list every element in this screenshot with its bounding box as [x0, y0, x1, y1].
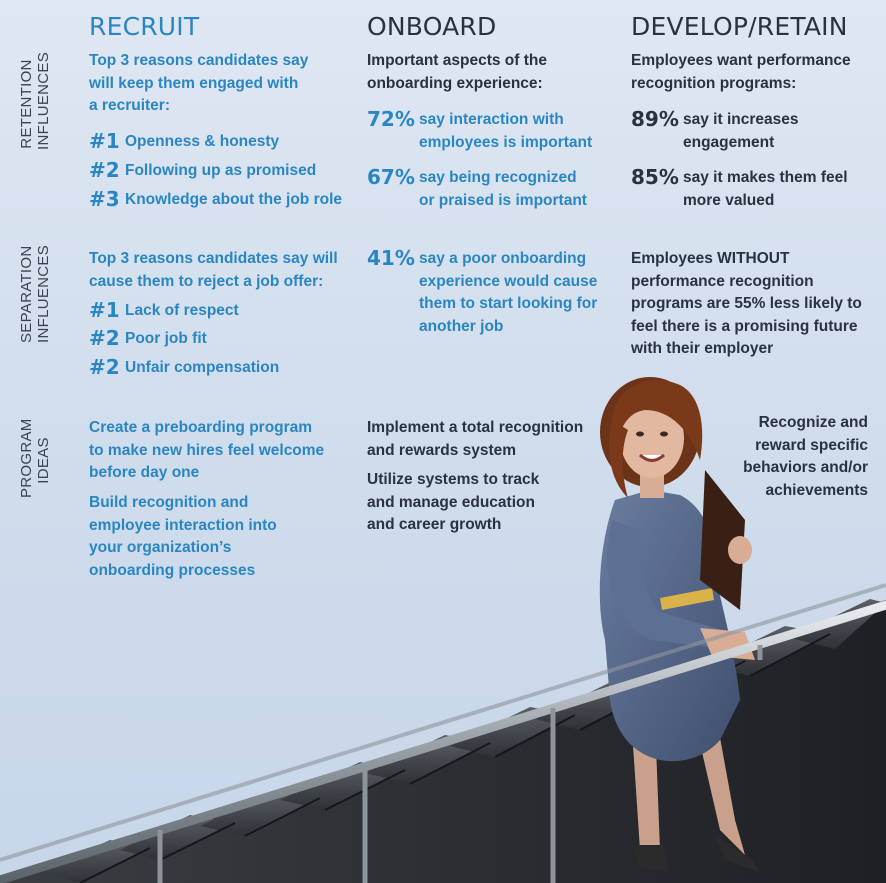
row-label-line: PROGRAM — [18, 418, 35, 498]
text-line: another job — [419, 317, 504, 335]
text-line: Create a preboarding program — [89, 419, 313, 436]
text-line: Top 3 reasons candidates say — [89, 52, 309, 69]
text-line: say a poor onboarding — [419, 250, 587, 267]
row-label-line: INFLUENCES — [35, 244, 52, 343]
heading-onboard: ONBOARD — [367, 12, 497, 41]
recruit-separation-reason-1: Lack of respect — [125, 302, 239, 319]
onboard-separation-value: 41% — [367, 246, 415, 270]
onboard-stat-value-2: 67% — [367, 165, 415, 189]
recruit-separation-rank-3: #2 — [89, 355, 120, 379]
develop-stat-text-2 — [683, 167, 848, 212]
text-line: Employees want performance — [631, 52, 851, 69]
row-label-line: INFLUENCES — [35, 51, 52, 150]
heading-recruit: RECRUIT — [89, 12, 200, 41]
recruit-separation-rank-1: #1 — [89, 298, 120, 322]
text-line: behaviors and/or — [743, 459, 868, 476]
onboard-retention-intro — [367, 50, 547, 95]
row-label-program — [18, 418, 52, 498]
row-label-line: IDEAS — [35, 437, 52, 484]
recruit-separation-rank-2: #2 — [89, 326, 120, 350]
row-label-separation — [18, 244, 52, 343]
text-line: say it makes them feel — [683, 169, 848, 186]
text-line: performance recognition — [631, 272, 814, 290]
row-label-line: SEPARATION — [18, 245, 35, 343]
onboard-stat-text-2 — [419, 167, 587, 212]
text-line: before day one — [89, 464, 200, 481]
recruit-retention-reason-2: Following up as promised — [125, 162, 317, 179]
text-line: Top 3 reasons candidates say will — [89, 250, 338, 267]
recruit-program-idea-2 — [89, 492, 277, 582]
text-line: more valued — [683, 191, 775, 209]
row-label-retention — [18, 51, 52, 150]
recruit-separation-intro — [89, 248, 338, 293]
text-line: onboarding processes — [89, 561, 256, 579]
text-line: employee interaction into — [89, 516, 277, 534]
develop-stat-text-1 — [683, 109, 798, 154]
recruit-retention-reason-1: Openness & honesty — [125, 133, 280, 150]
text-line: and career growth — [367, 516, 502, 533]
text-line: reward specific — [755, 436, 868, 454]
text-line: and rewards system — [367, 441, 517, 459]
text-line: with their employer — [631, 340, 774, 357]
text-line: your organization’s — [89, 539, 232, 556]
recruit-separation-reason-2: Poor job fit — [125, 330, 207, 347]
text-line: or praised is important — [419, 191, 587, 209]
recruit-retention-rank-2: #2 — [89, 158, 120, 182]
develop-program-idea-1 — [700, 412, 868, 502]
text-line: will keep them engaged with — [89, 74, 299, 92]
onboard-program-idea-2 — [367, 469, 539, 537]
text-line: Implement a total recognition — [367, 419, 584, 436]
text-line: Important aspects of the — [367, 52, 547, 69]
heading-develop-retain: DEVELOP/RETAIN — [631, 12, 848, 41]
text-line: Employees WITHOUT — [631, 250, 790, 267]
recruit-retention-reason-3: Knowledge about the job role — [125, 191, 342, 208]
onboard-stat-value-1: 72% — [367, 107, 415, 131]
recruit-program-idea-1 — [89, 417, 324, 485]
develop-retention-intro — [631, 50, 851, 95]
text-line: engagement — [683, 133, 775, 151]
text-line: say being recognized — [419, 169, 577, 186]
text-line: Build recognition and — [89, 494, 249, 511]
text-line: feel there is a promising future — [631, 317, 858, 335]
row-label-line: RETENTION — [18, 59, 35, 149]
text-line: onboarding experience: — [367, 74, 543, 92]
develop-stat-value-1: 89% — [631, 107, 679, 131]
onboard-separation-text — [419, 248, 597, 338]
recruit-retention-rank-1: #1 — [89, 129, 120, 153]
text-line: Utilize systems to track — [367, 471, 540, 488]
text-line: Recognize and — [758, 414, 868, 431]
text-line: say it increases — [683, 111, 799, 128]
onboard-program-idea-1 — [367, 417, 583, 462]
develop-separation-text — [631, 248, 862, 361]
text-line: achievements — [765, 481, 868, 499]
text-line: recognition programs: — [631, 74, 797, 92]
text-line: them to start looking for — [419, 295, 598, 312]
text-line: and manage education — [367, 493, 535, 511]
text-line: programs are 55% less likely to — [631, 295, 862, 312]
text-line: experience would cause — [419, 272, 598, 290]
onboard-stat-text-1 — [419, 109, 592, 154]
text-line: a recruiter: — [89, 97, 170, 114]
develop-stat-value-2: 85% — [631, 165, 679, 189]
text-line: cause them to reject a job offer: — [89, 272, 324, 290]
recruit-retention-intro — [89, 50, 308, 118]
recruit-retention-rank-3: #3 — [89, 187, 120, 211]
text-line: employees is important — [419, 133, 593, 151]
text-line: say interaction with — [419, 111, 564, 128]
text-line: to make new hires feel welcome — [89, 441, 325, 459]
recruit-separation-reason-3: Unfair compensation — [125, 359, 280, 376]
